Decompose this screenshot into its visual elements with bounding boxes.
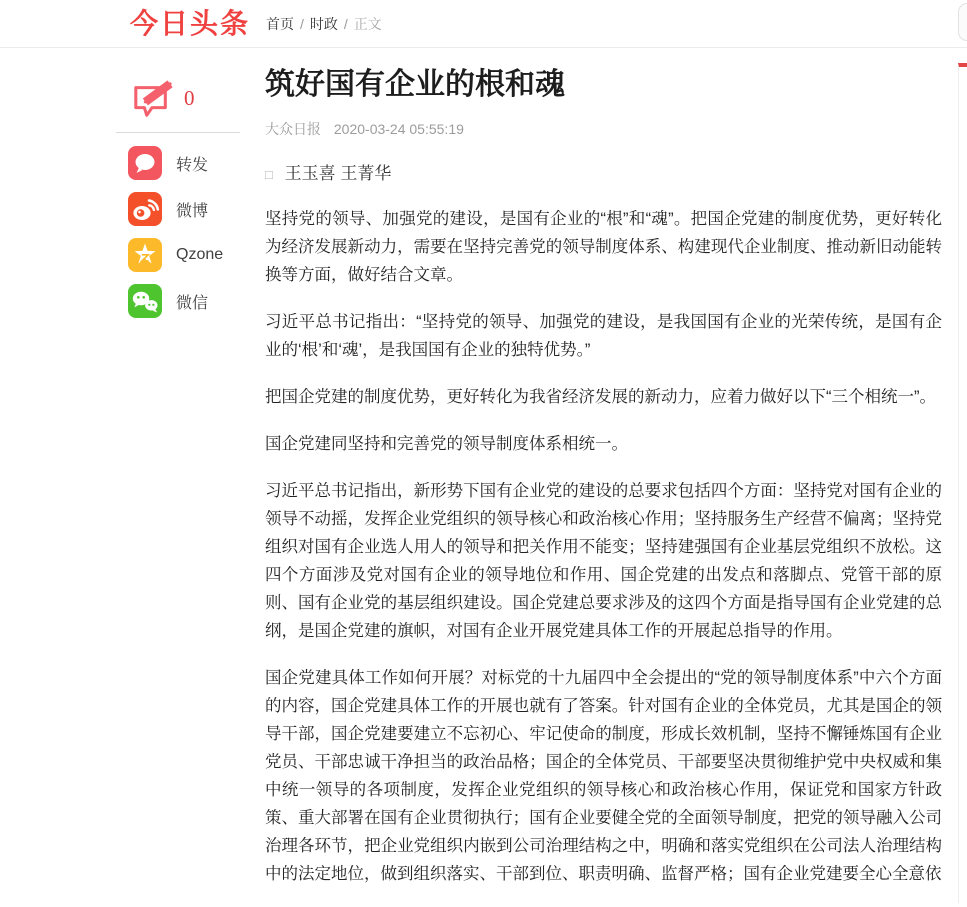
write-comment-icon xyxy=(130,80,174,120)
article-paragraph: 把国企党建的制度优势，更好转化为我省经济发展的新动力，应着力做好以下“三个相统一”。 xyxy=(265,388,936,406)
qzone-star-icon xyxy=(128,238,162,272)
share-item-wechat[interactable] xyxy=(128,284,240,318)
article-paragraph: 国企党建具体工作如何开展？对标党的十九届四中全会提出的“党的领导制度体系”中六个方面的内容，国企党建具体工作的开展也就有了答案。针对国有企业的全体党员，尤其是国企的领导干部，国企党建要建立不忘初心、牢记使命的制度，形成长效机制，坚持不懈锤炼国有企业党员、干部忠诚干净担当的政治品格；国企的全体党员、干部要坚决贯彻维护党中央权威和集中统一领导的各项制度，发挥企业党组织的领导核心和政治核心作用，保证党和国家方针政策、重大部署在国有企业贯彻执行；国有企业要健全党的全面领导制度，把党的领导融入公司治理各环节，把企业党组织内嵌到公司治理结构之中，明确和落实党组织在公司法人治理结构中的法定地位，做到组织落实、干部到位、职责明确、监督严格；国有企业党建要全心全意依 xyxy=(265,669,942,883)
breadcrumb-article: 正文 xyxy=(353,15,382,32)
article xyxy=(265,66,942,907)
breadcrumb-home[interactable]: 首页 xyxy=(266,15,295,32)
author-bullet-icon: □ xyxy=(265,167,273,182)
comment-widget[interactable] xyxy=(130,80,240,120)
search-box-fragment[interactable] xyxy=(958,3,967,41)
sidebar-divider xyxy=(116,132,240,133)
toutiao-logo[interactable]: 今日头条 xyxy=(130,7,251,39)
share-item-forward[interactable] xyxy=(128,146,240,180)
article-paragraph: 坚持党的领导、加强党的建设，是国有企业的“根”和“魂”。把国企党建的制度优势，更好转化为经济发展新动力，需要在坚持完善党的领导制度体系、构建现代企业制度、推动新旧动能转换等方面，做好结合文章。 xyxy=(265,210,942,284)
breadcrumb-separator: / xyxy=(343,15,348,32)
share-item-qzone[interactable] xyxy=(128,238,240,272)
share-item-label: 转发 xyxy=(176,156,209,174)
article-paragraph: 国企党建同坚持和完善党的领导制度体系相统一。 xyxy=(265,435,628,453)
wechat-icon xyxy=(128,284,162,318)
site-header xyxy=(0,0,967,48)
share-item-label: Qzone xyxy=(176,246,224,263)
comment-count: 0 xyxy=(184,86,195,110)
article-meta xyxy=(265,121,942,137)
share-item-label: 微信 xyxy=(176,294,209,312)
share-item-weibo[interactable] xyxy=(128,192,240,226)
right-panel-fragment xyxy=(958,63,967,903)
breadcrumb xyxy=(266,14,382,34)
breadcrumb-separator: / xyxy=(300,15,304,32)
weibo-icon xyxy=(128,192,162,226)
article-paragraph: 习近平总书记指出：“坚持党的领导、加强党的建设，是我国国有企业的光荣传统，是国有企业的‘根’和‘魂’，是我国国有企业的独特优势。” xyxy=(265,313,942,359)
article-author-line xyxy=(265,163,942,185)
breadcrumb-politics[interactable]: 时政 xyxy=(309,15,338,32)
article-title: 筑好国有企业的根和魂 xyxy=(265,68,565,101)
article-paragraph: 习近平总书记指出，新形势下国有企业党的建设的总要求包括四个方面：坚持党对国有企业的领导不动摇，发挥企业党组织的领导核心和政治核心作用；坚持服务生产经营不偏离；坚持党组织对国有企业选人用人的领导和把关作用不能变；坚持建强国有企业基层党组织不放松。这四个方面涉及党对国有企业的领导地位和作用、国企党建的出发点和落脚点、党管干部的原则、国有企业党的基层组织建设。国企党建总要求涉及的这四个方面是指导国有企业党建的总纲，是国企党建的旗帜，对国有企业开展党建具体工作的开展起总指导的作用。 xyxy=(265,482,942,640)
article-datetime: 2020-03-24 05:55:19 xyxy=(333,121,464,137)
article-author: 王玉喜 王菁华 xyxy=(284,164,392,183)
article-body xyxy=(265,205,942,888)
share-item-label: 微博 xyxy=(176,202,209,220)
article-source: 大众日报 xyxy=(265,121,321,137)
share-sidebar xyxy=(128,80,240,330)
chat-bubble-icon xyxy=(128,146,162,180)
